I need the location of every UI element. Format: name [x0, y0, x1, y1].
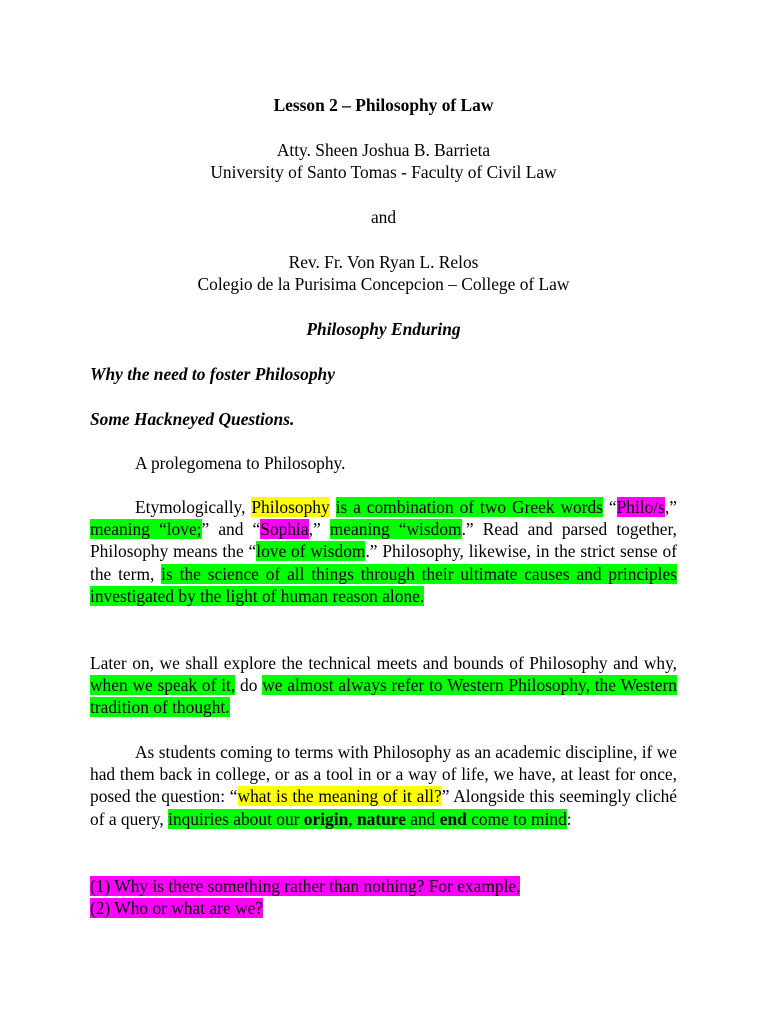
paragraph-western-philosophy [90, 652, 677, 719]
text-run: .” Philosophy, likewise, in the strict sense of the term, [90, 541, 677, 584]
text-run: “ [602, 497, 617, 517]
text-run: As students coming to terms with Philosophy as an academic discipline, if we had them back in college, or as a tool in or a way of life, we have, at least for once, posed the question: “ [90, 742, 677, 807]
text-run: : [566, 808, 572, 829]
text-run: ,” [308, 519, 330, 540]
highlight-green: when we speak of it, [90, 675, 236, 696]
paragraph-etymology [90, 496, 677, 607]
author2-affiliation: Colegio de la Purisima Concepcion – College of Law [197, 274, 570, 294]
text-run: do [235, 675, 263, 696]
heading-why-foster: Why the need to foster Philosophy [90, 364, 335, 384]
highlight-green: inquiries about our [168, 808, 304, 829]
highlight-green: and [405, 808, 440, 829]
highlight-yellow: Philosophy [251, 497, 330, 517]
text-run: ,” [664, 497, 678, 517]
paragraph-meaning-of-it-all [90, 741, 677, 830]
highlight-magenta: Sophia [260, 519, 309, 540]
highlight-green: is the science of all things through their ultimate causes and principles investigated by the light of human reason alone. [90, 563, 677, 606]
text-run: .” Read and parsed together, Philosophy means the “ [90, 519, 677, 562]
author2-name: Rev. Fr. Von Ryan L. Relos [288, 252, 479, 272]
text-run: Later on, we shall explore the technical meets and bounds of Philosophy and why, [90, 653, 677, 673]
highlight-green: we almost always refer to Western Philosophy, the Western tradition of thought. [90, 675, 677, 718]
author1-name: Atty. Sheen Joshua B. Barrieta [276, 140, 491, 160]
highlight-green: , [348, 808, 357, 829]
lesson-title: Lesson 2 – Philosophy of Law [273, 95, 494, 115]
text-run: ” Alongside this seemingly cliché of a query, [90, 786, 678, 829]
prolegomena-line: A prolegomena to Philosophy. [135, 453, 346, 473]
highlight-green-bold: end [439, 808, 467, 829]
highlight-green-bold: nature [356, 808, 406, 829]
highlight-yellow: what is the meaning of it all? [237, 786, 442, 807]
highlight-green: meaning “wisdom [329, 519, 462, 540]
highlight-green: meaning “love; [90, 519, 202, 540]
question-item: (1) Why is there something rather than nothing? For example, [90, 876, 521, 896]
and-text: and [370, 207, 397, 227]
question-list [90, 875, 677, 919]
highlight-green-bold: origin [303, 808, 349, 829]
highlight-green: is a combination of two Greek words [335, 497, 603, 517]
heading-hackneyed-questions: Some Hackneyed Questions. [90, 409, 295, 429]
text-run [330, 497, 336, 517]
question-item: (2) Who or what are we? [90, 898, 264, 919]
highlight-green: love of wisdom [256, 541, 366, 562]
highlight-green: come to mind [466, 808, 567, 829]
author1-affiliation: University of Santo Tomas - Faculty of Civil Law [210, 162, 557, 182]
text-run: Etymologically, [135, 497, 252, 517]
text-run: ” and “ [201, 519, 261, 540]
section-title: Philosophy Enduring [306, 319, 461, 339]
highlight-magenta: Philo/s [616, 497, 665, 517]
